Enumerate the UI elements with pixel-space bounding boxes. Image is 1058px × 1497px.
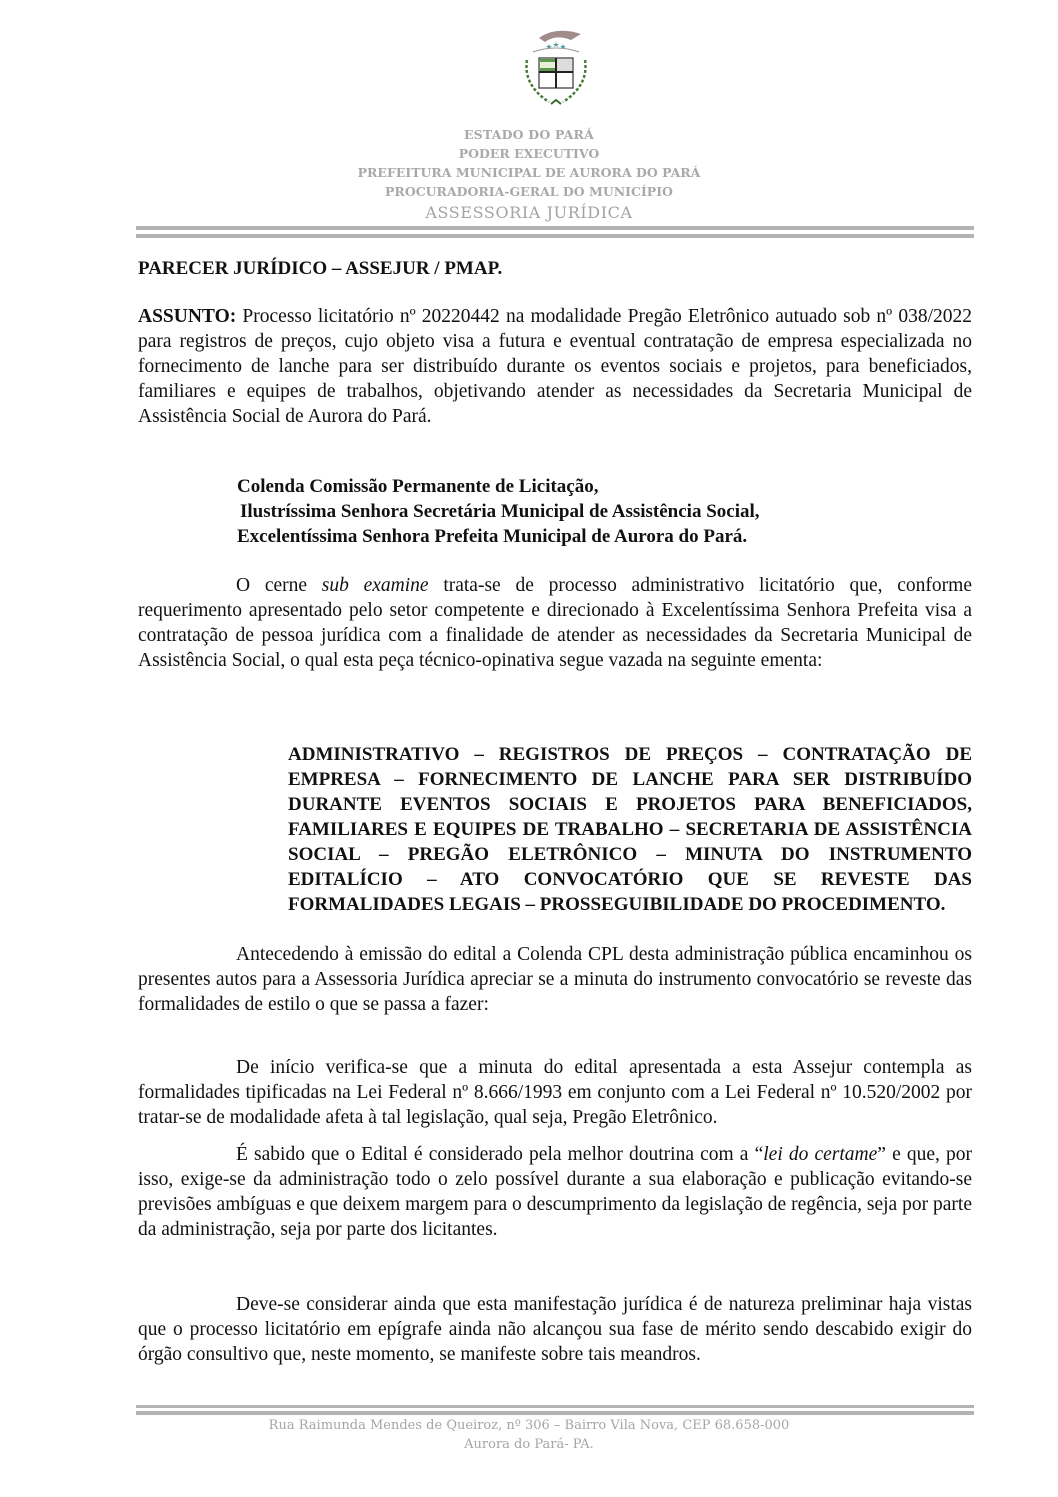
header-branch: PODER EXECUTIVO [458,146,600,161]
paragraph-edital-text-cont: ” e que, por isso, exige-se da administração todo o zelo possível durante a sua elaboração e publicação evitando-se previsões ambíguas e que deixem margem para o descumprimento da legislação de regência, seja por parte da administração, seja por parte dos licitantes. [138,1144,973,1240]
paragraph-intro-text: O cerne [236,575,322,596]
paragraph-intro-text-cont: trata-se de processo administrativo licitatório que, conforme requerimento apresentado pelo setor competente e direcionado à Excelentíssima Senhora Prefeita visa a contratação de pessoa jurídica com a finalidade de atender as necessidades da Secretaria Municipal de Assistência Social, o qual esta peça técnico-opinativa segue vazada na seguinte ementa: [138,575,972,671]
paragraph-edital-text: É sabido que o Edital é considerado pela melhor doutrina com a “ [236,1144,764,1165]
ementa-summary: ADMINISTRATIVO – REGISTROS DE PREÇOS – CONTRATAÇÃO DE EMPRESA – FORNECIMENTO DE LANCHE PARA SER DISTRIBUÍDO DURANTE EVENTOS SOCIAIS E PROJETOS PARA BENEFICIADOS, FAMILIARES E EQUIPES DE TRABALHO – SECRETARIA DE ASSISTÊNCIA SOCIAL – PREGÃO ELETRÔNICO – MINUTA DO INSTRUMENTO EDITALÍCIO – ATO CONVOCATÓRIO QUE SE REVESTE DAS FORMALIDADES LEGAIS – PROSSEGUIBILIDADE DO PROCEDIMENTO. [288,744,972,915]
paragraph-intro [138,573,972,673]
subject-paragraph [138,304,972,429]
quoted-term: lei do certame [763,1144,878,1165]
header-municipality: PREFEITURA MUNICIPAL DE AURORA DO PARÁ [357,165,701,180]
addressee-mayor: Excelentíssima Senhora Prefeita Municipal de Aurora do Pará. [237,526,748,547]
addressee-commission: Colenda Comissão Permanente de Licitação, [237,476,599,497]
paragraph-legal-basis: De início verifica-se que a minuta do edital apresentada a esta Assejur contempla as formalidades tipificadas na Lei Federal nº 8.666/1993 em conjunto com a Lei Federal nº 10.520/2002 por tratar-se de modalidade afeta à tal legislação, qual seja, Pregão Eletrônico. [138,1057,972,1128]
footer-address: Rua Raimunda Mendes de Queiroz, nº 306 – Bairro Vila Nova, CEP 68.658-000 [268,1418,790,1433]
footer-city: Aurora do Pará- PA. [464,1437,594,1452]
header-rule-top [136,226,974,230]
footer-rule-bottom [136,1411,974,1415]
footer-rule-top [136,1405,974,1408]
coat-of-arms-icon [511,20,601,110]
paragraph-preliminary: Deve-se considerar ainda que esta manifestação jurídica é de natureza preliminar haja vistas que o processo licitatório em epígrafe ainda não alcançou sua fase de mérito sendo descabido exigir do órgão consultivo que, neste momento, se manifeste sobre tais meandros. [138,1294,972,1365]
header-attorney-office: PROCURADORIA-GERAL DO MUNICÍPIO [385,184,673,199]
header-rule-bottom [136,234,974,238]
latin-term: sub examine [321,575,429,596]
subject-text: Processo licitatório nº 20220442 na modalidade Pregão Eletrônico autuado sob nº 038/2022 para registros de preços, cujo objeto visa a futura e eventual contratação de empresa especializada no fornecimento de lanche para ser distribuído durante os eventos sociais e projetos, para beneficiados, familiares e equipes de trabalhos, objetivando atender as necessidades da Secretaria Municipal de Assistência Social de Aurora do Pará. [138,306,972,427]
paragraph-antecedent: Antecedendo à emissão do edital a Colenda CPL desta administração pública encaminhou os presentes autos para a Assessoria Jurídica apreciar se a minuta do instrumento convocatório se reveste das formalidades de estilo o que se passa a fazer: [138,944,972,1015]
paragraph-edital [138,1142,972,1242]
addressee-secretary: Ilustríssima Senhora Secretária Municipal de Assistência Social, [240,501,760,522]
subject-label: ASSUNTO: [138,306,237,327]
addressees-block [237,474,937,549]
header-state: ESTADO DO PARÁ [463,127,595,142]
document-title: PARECER JURÍDICO – ASSEJUR / PMAP. [138,258,503,279]
header-legal-department: ASSESSORIA JURÍDICA [425,203,633,222]
